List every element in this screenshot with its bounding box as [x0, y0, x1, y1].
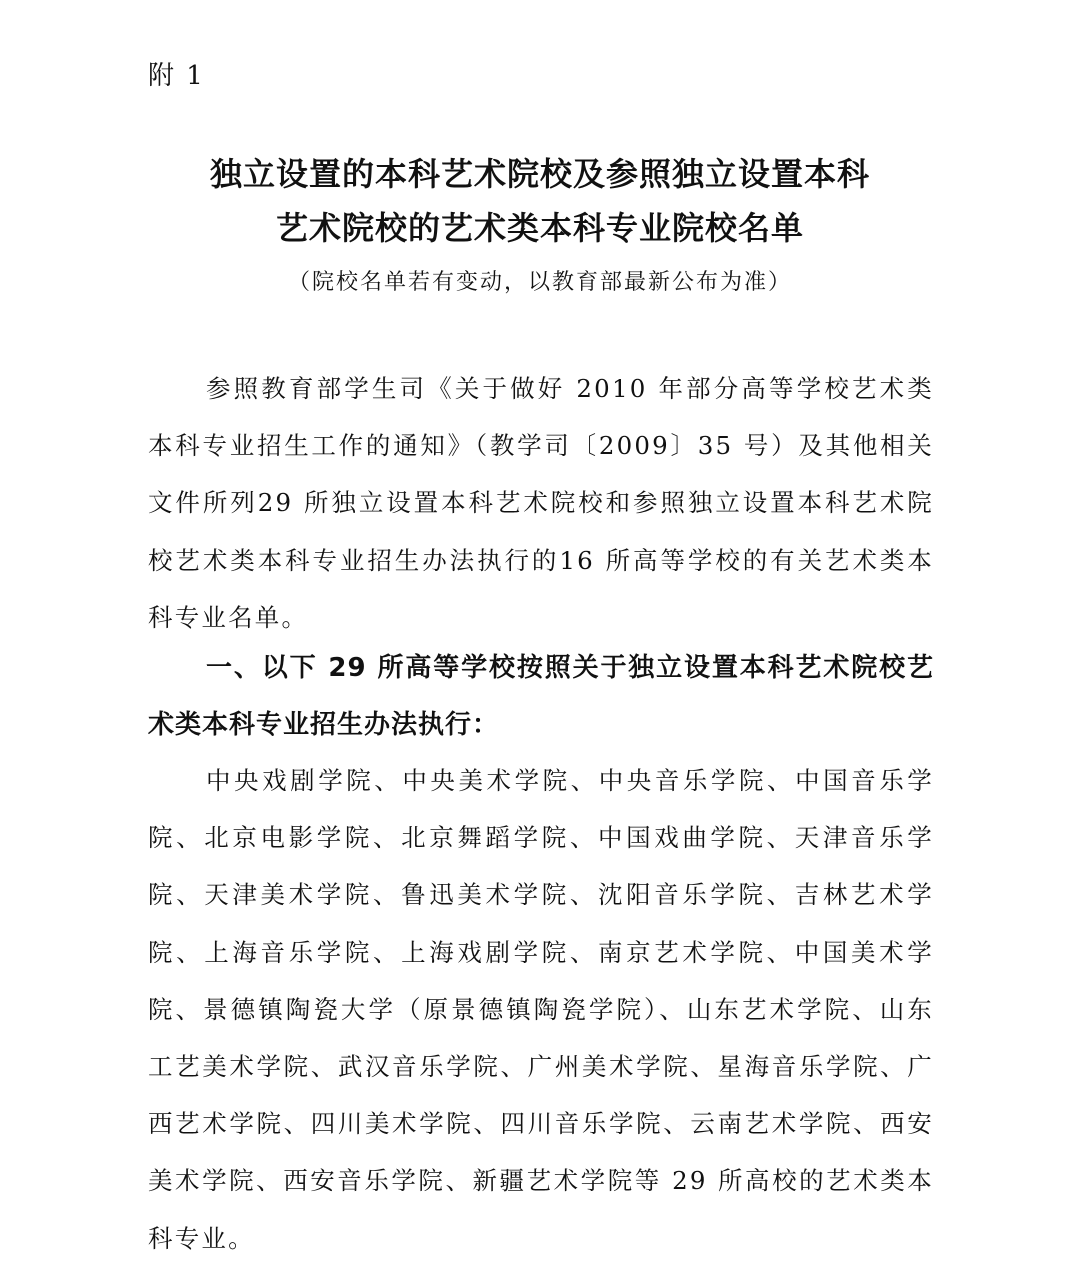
section-1-school-list: 中央戏剧学院、中央美术学院、中央音乐学院、中国音乐学院、北京电影学院、北京舞蹈学院、中国戏曲学院、天津音乐学院、天津美术学院、鲁迅美术学院、沈阳音乐学院、吉林艺术学院、上海音乐学院、上海戏剧学院、南京艺术学院、中国美术学院、景德镇陶瓷大学（原景德镇陶瓷学院）、山东艺术学院、山东工艺美术学院、武汉音乐学院、广州美术学院、星海音乐学院、广西艺术学院、四川美术学院、四川音乐学院、云南艺术学院、西安美术学院、西安音乐学院、新疆艺术学院等 29 所高校的艺术类本科专业。	[148, 766, 934, 1253]
document-subtitle: （院校名单若有变动，以教育部最新公布为准）	[287, 270, 792, 295]
attachment-label: 附 1	[148, 61, 205, 91]
section-1-heading: 一、以下 29 所高等学校按照关于独立设置本科艺术院校艺术类本科专业招生办法执行：	[148, 653, 934, 740]
document-title-line-2: 艺术院校的艺术类本科专业院校名单	[275, 209, 804, 247]
document-title-line-1: 独立设置的本科艺术院校及参照独立设置本科	[209, 155, 870, 193]
intro-paragraph: 参照教育部学生司《关于做好 2010 年部分高等学校艺术类本科专业招生工作的通知》（教学司〔2009〕35 号）及其他相关文件所列29 所独立设置本科艺术院校和参照独立设置本科艺术院校艺术类本科专业招生办法执行的16 所高等学校的有关艺术类本科专业名单。	[148, 374, 934, 632]
